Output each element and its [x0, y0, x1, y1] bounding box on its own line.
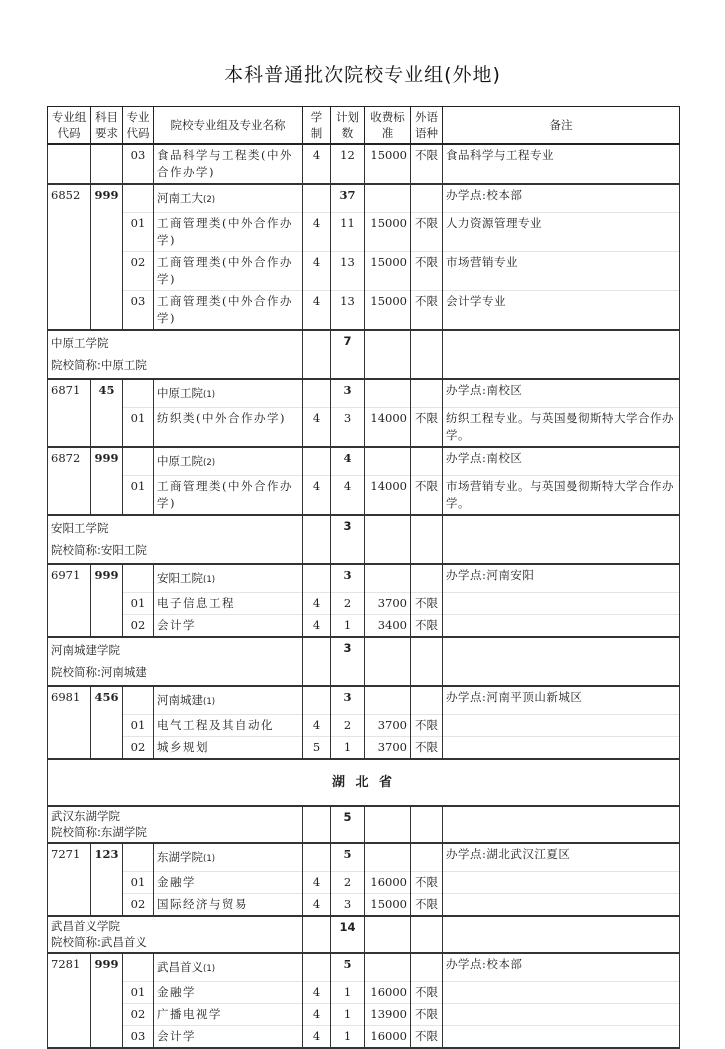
school-name-cell — [48, 330, 303, 379]
years-cell — [303, 515, 331, 564]
admission-plan-table — [47, 106, 680, 1049]
major-name: 金融学 — [154, 982, 303, 1004]
plan-count: 5 — [331, 953, 365, 982]
major-name: 电子信息工程 — [154, 593, 303, 615]
plan-count: 3 — [331, 379, 365, 408]
plan-count: 3 — [331, 686, 365, 715]
major-name: 电气工程及其自动化 — [154, 715, 303, 737]
group-code: 6871 — [48, 379, 91, 447]
major-code-cell — [123, 843, 154, 872]
major-name: 国际经济与贸易 — [154, 894, 303, 917]
subject-requirement: 123 — [91, 843, 123, 916]
subject-requirement — [91, 144, 123, 184]
remarks: 办学点:校本部 — [443, 953, 680, 982]
years-cell — [303, 184, 331, 213]
subject-requirement: 999 — [91, 564, 123, 637]
plan-count: 1 — [331, 1026, 365, 1049]
group-name-cell — [154, 953, 303, 982]
language: 不限 — [411, 593, 443, 615]
language-cell — [411, 379, 443, 408]
header-group-code: 专业组代码 — [48, 107, 91, 145]
major-code: 01 — [123, 408, 154, 448]
plan-count: 3 — [331, 515, 365, 564]
group-row — [48, 447, 680, 476]
school-name-cell — [48, 916, 303, 953]
plan-count: 2 — [331, 715, 365, 737]
group-code: 7281 — [48, 953, 91, 1048]
header-remarks: 备注 — [443, 107, 680, 145]
major-row — [48, 593, 680, 615]
group-row — [48, 843, 680, 872]
remarks-cell — [443, 330, 680, 379]
language-cell — [411, 916, 443, 953]
fee-cell — [365, 806, 411, 843]
header-fee: 收费标准 — [365, 107, 411, 145]
years-cell — [303, 564, 331, 593]
remarks: 人力资源管理专业 — [443, 213, 680, 252]
subject-requirement: 999 — [91, 184, 123, 330]
group-name-cell — [154, 447, 303, 476]
remarks: 纺织工程专业。与英国曼彻斯特大学合作办学。 — [443, 408, 680, 448]
plan-count: 1 — [331, 615, 365, 638]
remarks-cell — [443, 515, 680, 564]
fee: 13900 — [365, 1004, 411, 1026]
group-name-cell — [154, 686, 303, 715]
fee-cell — [365, 843, 411, 872]
plan-count: 3 — [331, 408, 365, 448]
major-name: 城乡规划 — [154, 737, 303, 760]
remarks-cell — [443, 806, 680, 843]
years: 4 — [303, 1004, 331, 1026]
school-name-cell — [48, 637, 303, 686]
group-code: 6981 — [48, 686, 91, 759]
language: 不限 — [411, 615, 443, 638]
school-abbreviation: 院校简称:河南城建 — [51, 665, 147, 679]
major-code: 01 — [123, 476, 154, 516]
language-cell — [411, 447, 443, 476]
major-row — [48, 213, 680, 252]
school-name-cell — [48, 806, 303, 843]
language-cell — [411, 843, 443, 872]
remarks — [443, 894, 680, 917]
group-row — [48, 953, 680, 982]
fee: 15000 — [365, 894, 411, 917]
remarks-cell — [443, 637, 680, 686]
plan-count: 3 — [331, 637, 365, 686]
group-name: 东湖学院 — [157, 850, 203, 864]
province-divider-row — [48, 759, 680, 806]
remarks — [443, 737, 680, 760]
fee-cell — [365, 184, 411, 213]
years-cell — [303, 330, 331, 379]
subject-requirement: 45 — [91, 379, 123, 447]
school-abbreviation: 院校简称:安阳工院 — [51, 543, 147, 557]
group-suffix: (2) — [203, 195, 216, 205]
major-name: 工商管理类(中外合作办学) — [154, 476, 303, 516]
years: 5 — [303, 737, 331, 760]
major-code: 02 — [123, 615, 154, 638]
fee: 16000 — [365, 982, 411, 1004]
subject-requirement: 999 — [91, 953, 123, 1048]
major-row — [48, 982, 680, 1004]
remarks: 办学点:南校区 — [443, 379, 680, 408]
plan-count: 11 — [331, 213, 365, 252]
fee: 16000 — [365, 1026, 411, 1049]
major-code: 03 — [123, 291, 154, 331]
years: 4 — [303, 252, 331, 291]
page-title: 本科普通批次院校专业组(外地) — [224, 64, 501, 86]
major-row — [48, 252, 680, 291]
fee: 3400 — [365, 615, 411, 638]
major-name: 工商管理类(中外合作办学) — [154, 252, 303, 291]
remarks — [443, 593, 680, 615]
header-subject-req: 科目要求 — [91, 107, 123, 145]
group-code: 6852 — [48, 184, 91, 330]
language: 不限 — [411, 872, 443, 894]
fee: 3700 — [365, 593, 411, 615]
group-suffix: (1) — [203, 697, 216, 707]
language: 不限 — [411, 213, 443, 252]
subject-requirement: 999 — [91, 447, 123, 515]
remarks: 办学点:南校区 — [443, 447, 680, 476]
years: 4 — [303, 408, 331, 448]
major-code-cell — [123, 379, 154, 408]
language-cell — [411, 184, 443, 213]
fee: 3700 — [365, 715, 411, 737]
language-cell — [411, 515, 443, 564]
remarks — [443, 872, 680, 894]
fee: 15000 — [365, 144, 411, 184]
plan-count: 1 — [331, 737, 365, 760]
major-code-cell — [123, 184, 154, 213]
school-row — [48, 515, 680, 564]
years: 4 — [303, 615, 331, 638]
group-suffix: (2) — [203, 458, 216, 468]
plan-count: 5 — [331, 843, 365, 872]
fee: 15000 — [365, 252, 411, 291]
major-row — [48, 1004, 680, 1026]
group-name-cell — [154, 184, 303, 213]
language: 不限 — [411, 982, 443, 1004]
years: 4 — [303, 1026, 331, 1049]
fee-cell — [365, 330, 411, 379]
years: 4 — [303, 872, 331, 894]
major-row — [48, 291, 680, 331]
fee-cell — [365, 447, 411, 476]
plan-count: 3 — [331, 564, 365, 593]
group-suffix: (1) — [203, 854, 216, 864]
group-code — [48, 144, 91, 184]
years: 4 — [303, 213, 331, 252]
school-name: 武汉东湖学院 — [51, 809, 120, 823]
major-name: 金融学 — [154, 872, 303, 894]
major-row — [48, 737, 680, 760]
fee-cell — [365, 515, 411, 564]
years: 4 — [303, 291, 331, 331]
group-row — [48, 686, 680, 715]
language-cell — [411, 637, 443, 686]
major-name: 会计学 — [154, 615, 303, 638]
plan-count: 14 — [331, 916, 365, 953]
school-name: 武昌首义学院 — [51, 919, 120, 933]
fee-cell — [365, 916, 411, 953]
plan-count: 12 — [331, 144, 365, 184]
school-name: 中原工学院 — [51, 336, 109, 350]
plan-count: 2 — [331, 593, 365, 615]
remarks: 办学点:湖北武汉江夏区 — [443, 843, 680, 872]
years-cell — [303, 916, 331, 953]
major-row — [48, 476, 680, 516]
years-cell — [303, 447, 331, 476]
fee: 15000 — [365, 213, 411, 252]
years-cell — [303, 806, 331, 843]
remarks-cell — [443, 916, 680, 953]
major-code: 02 — [123, 894, 154, 917]
group-name: 安阳工院 — [157, 571, 203, 585]
major-code: 01 — [123, 982, 154, 1004]
remarks: 办学点:河南平顶山新城区 — [443, 686, 680, 715]
header-major-code: 专业代码 — [123, 107, 154, 145]
language: 不限 — [411, 144, 443, 184]
header-language: 外语语种 — [411, 107, 443, 145]
header-plan: 计划数 — [331, 107, 365, 145]
remarks: 市场营销专业 — [443, 252, 680, 291]
language: 不限 — [411, 408, 443, 448]
major-row — [48, 894, 680, 917]
major-row — [48, 872, 680, 894]
plan-count: 13 — [331, 252, 365, 291]
major-code: 02 — [123, 737, 154, 760]
group-name-cell — [154, 843, 303, 872]
group-suffix: (1) — [203, 390, 216, 400]
school-row — [48, 806, 680, 843]
language-cell — [411, 330, 443, 379]
plan-count: 1 — [331, 982, 365, 1004]
major-name: 工商管理类(中外合作办学) — [154, 291, 303, 331]
school-row — [48, 637, 680, 686]
major-name: 会计学 — [154, 1026, 303, 1049]
years: 4 — [303, 894, 331, 917]
remarks: 市场营销专业。与英国曼彻斯特大学合作办学。 — [443, 476, 680, 516]
group-name: 中原工院 — [157, 386, 203, 400]
remarks: 办学点:校本部 — [443, 184, 680, 213]
major-name: 广播电视学 — [154, 1004, 303, 1026]
school-row — [48, 330, 680, 379]
table-header-row — [48, 107, 680, 145]
major-name: 食品科学与工程类(中外合作办学) — [154, 144, 303, 184]
plan-count: 2 — [331, 872, 365, 894]
plan-count: 5 — [331, 806, 365, 843]
remarks — [443, 1004, 680, 1026]
remarks: 食品科学与工程专业 — [443, 144, 680, 184]
group-row — [48, 564, 680, 593]
major-name: 工商管理类(中外合作办学) — [154, 213, 303, 252]
major-code: 02 — [123, 1004, 154, 1026]
group-name: 河南城建 — [157, 693, 203, 707]
plan-count: 1 — [331, 1004, 365, 1026]
major-code-cell — [123, 564, 154, 593]
major-code: 01 — [123, 213, 154, 252]
school-name-cell — [48, 515, 303, 564]
group-name: 武昌首义 — [157, 960, 203, 974]
school-name: 安阳工学院 — [51, 521, 109, 535]
language: 不限 — [411, 1004, 443, 1026]
years-cell — [303, 953, 331, 982]
major-row — [48, 615, 680, 638]
language-cell — [411, 564, 443, 593]
group-suffix: (1) — [203, 575, 216, 585]
group-code: 6971 — [48, 564, 91, 637]
school-row — [48, 916, 680, 953]
major-row — [48, 408, 680, 448]
group-name-cell — [154, 379, 303, 408]
school-abbreviation: 院校简称:中原工院 — [51, 358, 147, 372]
language: 不限 — [411, 894, 443, 917]
fee-cell — [365, 637, 411, 686]
plan-count: 4 — [331, 476, 365, 516]
fee-cell — [365, 686, 411, 715]
fee-cell — [365, 379, 411, 408]
remarks — [443, 615, 680, 638]
remarks: 办学点:河南安阳 — [443, 564, 680, 593]
group-name-cell — [154, 564, 303, 593]
years-cell — [303, 686, 331, 715]
language-cell — [411, 953, 443, 982]
language-cell — [411, 686, 443, 715]
major-code: 03 — [123, 144, 154, 184]
group-code: 7271 — [48, 843, 91, 916]
school-abbreviation: 院校简称:武昌首义 — [51, 935, 147, 949]
major-code: 01 — [123, 593, 154, 615]
years: 4 — [303, 982, 331, 1004]
major-row — [48, 715, 680, 737]
remarks — [443, 1026, 680, 1049]
language-cell — [411, 806, 443, 843]
years-cell — [303, 637, 331, 686]
plan-count: 13 — [331, 291, 365, 331]
language: 不限 — [411, 252, 443, 291]
language: 不限 — [411, 1026, 443, 1049]
province-name: 湖 北 省 — [48, 759, 680, 806]
major-code: 01 — [123, 715, 154, 737]
plan-count: 4 — [331, 447, 365, 476]
table-body — [48, 144, 680, 1048]
language: 不限 — [411, 737, 443, 760]
group-name: 河南工大 — [157, 191, 203, 205]
plan-count: 37 — [331, 184, 365, 213]
years: 4 — [303, 476, 331, 516]
group-suffix: (1) — [203, 964, 216, 974]
remarks: 会计学专业 — [443, 291, 680, 331]
fee: 15000 — [365, 291, 411, 331]
fee: 3700 — [365, 737, 411, 760]
years: 4 — [303, 593, 331, 615]
group-row — [48, 184, 680, 213]
major-code: 01 — [123, 872, 154, 894]
years: 4 — [303, 715, 331, 737]
major-row — [48, 1026, 680, 1049]
fee-cell — [365, 564, 411, 593]
major-code-cell — [123, 447, 154, 476]
major-name: 纺织类(中外合作办学) — [154, 408, 303, 448]
school-name: 河南城建学院 — [51, 643, 120, 657]
fee: 14000 — [365, 408, 411, 448]
remarks — [443, 982, 680, 1004]
major-code-cell — [123, 953, 154, 982]
fee: 14000 — [365, 476, 411, 516]
years-cell — [303, 379, 331, 408]
header-years: 学制 — [303, 107, 331, 145]
years-cell — [303, 843, 331, 872]
years: 4 — [303, 144, 331, 184]
major-row — [48, 144, 680, 184]
major-code: 02 — [123, 252, 154, 291]
group-code: 6872 — [48, 447, 91, 515]
language: 不限 — [411, 715, 443, 737]
group-row — [48, 379, 680, 408]
remarks — [443, 715, 680, 737]
header-name: 院校专业组及专业名称 — [154, 107, 303, 145]
fee: 16000 — [365, 872, 411, 894]
major-code-cell — [123, 686, 154, 715]
major-code: 03 — [123, 1026, 154, 1049]
subject-requirement: 456 — [91, 686, 123, 759]
plan-count: 7 — [331, 330, 365, 379]
language: 不限 — [411, 291, 443, 331]
plan-count: 3 — [331, 894, 365, 917]
school-abbreviation: 院校简称:东湖学院 — [51, 825, 147, 839]
group-name: 中原工院 — [157, 454, 203, 468]
fee-cell — [365, 953, 411, 982]
language: 不限 — [411, 476, 443, 516]
